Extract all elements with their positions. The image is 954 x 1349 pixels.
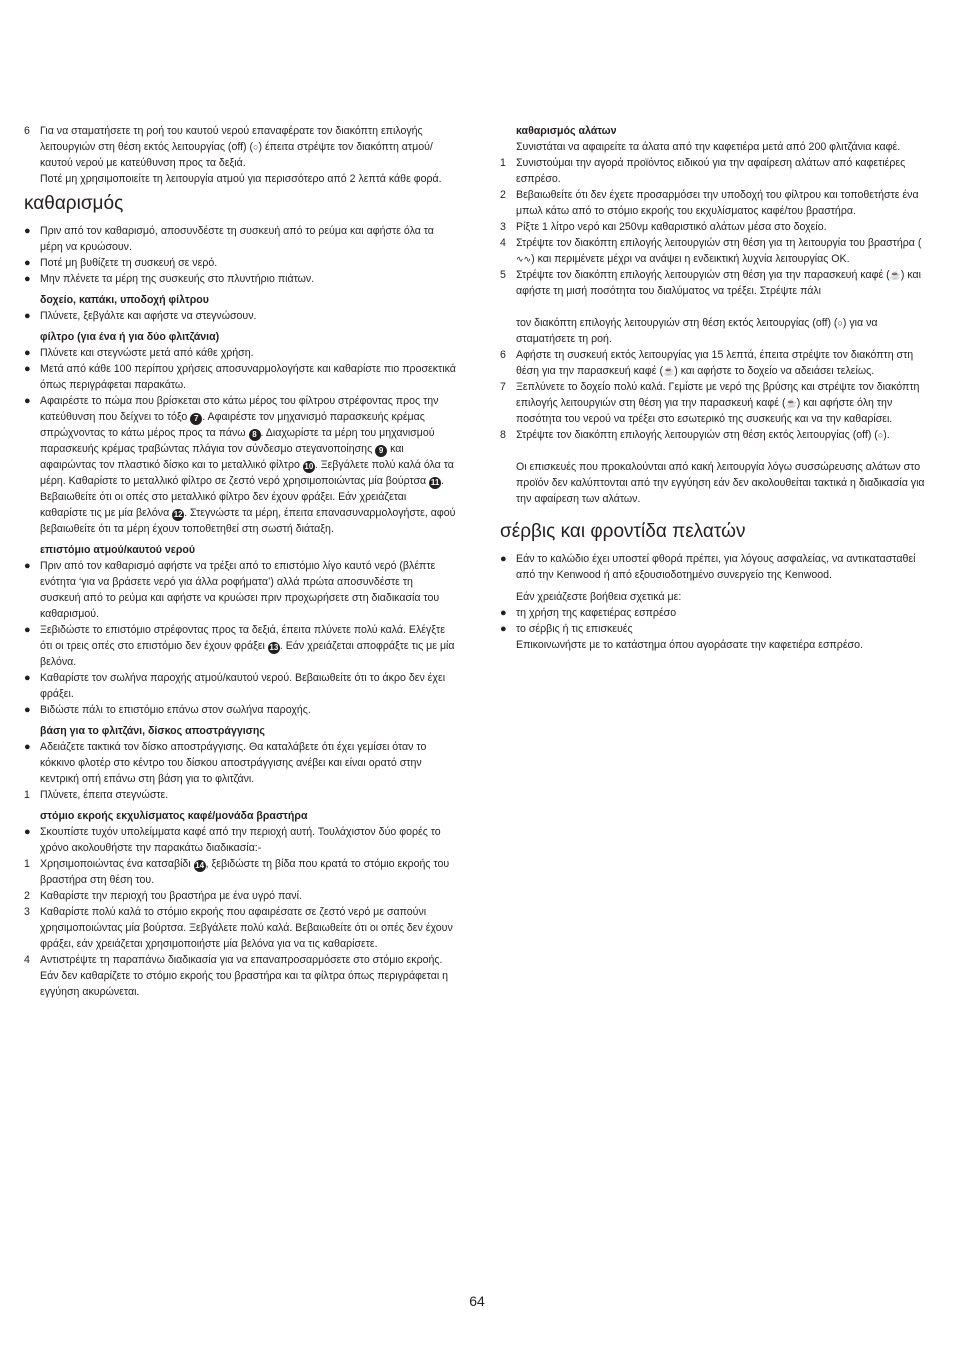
list-item: ● Πλύνετε, ξεβγάλτε και αφήστε να στεγνώσουν. — [24, 310, 257, 322]
list-item: ● Βιδώστε πάλι το επιστόμιο επάνω στον σωλήνα παροχής. — [24, 704, 311, 716]
list-item: ● Πριν από τον καθαρισμό, αποσυνδέστε τη συσκευή από το ρεύμα και αφήστε όλα τα μέρη να κρυώσουν. — [24, 225, 434, 253]
bullet-icon: ● — [24, 560, 31, 572]
bullet-icon: ● — [24, 741, 31, 753]
step-2: 2 Καθαρίστε την περιοχή του βραστήρα με ένα υγρό πανί. — [24, 890, 302, 902]
list-item: ● Ποτέ μη βυθίζετε τη συσκευή σε νερό. — [24, 257, 218, 269]
off-symbol-icon: ○ — [837, 318, 843, 328]
bullet-icon: ● — [24, 395, 31, 407]
bullet-icon: ● — [24, 624, 31, 636]
coffee-mode-icon: ☕ — [785, 398, 797, 408]
kettle-mode-icon: ∿∿ — [516, 254, 532, 264]
bullet-icon: ● — [24, 672, 31, 684]
descale-intro: Συνιστάται να αφαιρείτε τα άλατα από την καφετιέρα μετά από 200 φλιτζάνια καφέ. — [516, 141, 901, 153]
off-symbol-icon: ○ — [877, 430, 884, 440]
list-item: ● τη χρήση της καφετιέρας εσπρέσο — [500, 607, 677, 619]
section-heading-filter: φίλτρο (για ένα ή για δύο φλιτζάνια) — [40, 331, 220, 343]
figure-ref-9: 9 — [375, 445, 387, 457]
figure-ref-13: 13 — [269, 643, 279, 652]
section-heading-tank: δοχείο, καπάκι, υποδοχή φίλτρου — [40, 294, 209, 306]
step-1: 1 Χρησιμοποιώντας ένα κατσαβίδι 14 , ξεβιδώστε τη βίδα που κρατά το στόμιο εκροής του βραστήρα στη θέση του. — [24, 858, 450, 886]
figure-ref-10: 10 — [304, 462, 314, 471]
bullet-icon: ● — [500, 623, 507, 635]
step-6: 6 Για να σταματήσετε τη ροή του καυτού νερού επαναφέρατε τον διακόπτη επιλογής λειτουργιών στη θέση εκτός λειτουργίας (off) (○) έπειτα στρέψτε τον διακόπτη ατμού/καυτού νερού με κατεύθυνση προς τα δεξιά. Ποτέ μη χρησιμοποιείτε τη λειτουργία ατμού για περισσότερο από 2 λεπτά κάθε φορά. — [24, 125, 442, 185]
service-contact: Επικοινωνήστε με το κατάστημα όπου αγοράσατε την καφετιέρα εσπρέσο. — [516, 639, 863, 651]
step-1: 1 Πλύνετε, έπειτα στεγνώστε. — [24, 789, 169, 801]
bullet-icon: ● — [24, 225, 31, 237]
list-item: ● Μετά από κάθε 100 περίπου χρήσεις αποσυναρμολογήστε και καθαρίστε πιο προσεκτικά όπως περιγράφεται παρακάτω. — [24, 363, 456, 391]
coffee-mode-icon: ☕ — [663, 366, 675, 376]
step-5-continued: τον διακόπτη επιλογής λειτουργιών στη θέση εκτός λειτουργίας (off) (○) για να σταματήσετε τη ροή. — [516, 317, 878, 345]
bullet-icon: ● — [24, 257, 31, 269]
figure-ref-11: 11 — [430, 478, 440, 487]
spacer — [500, 443, 930, 459]
left-column — [24, 123, 456, 1000]
step-8: 8 Στρέψτε τον διακόπτη επιλογής λειτουργιών στη θέση εκτός λειτουργίας (off) (○). — [500, 429, 890, 441]
figure-ref-14: 14 — [195, 861, 205, 870]
cleaning-title: καθαρισμός — [24, 193, 124, 214]
bullet-icon: ● — [24, 310, 31, 322]
bullet-icon: ● — [24, 363, 31, 375]
step-6: 6 Αφήστε τη συσκευή εκτός λειτουργίας για 15 λεπτά, έπειτα στρέψτε τον διακόπτη στη θέση για την παρασκευή καφέ (☕) και αφήστε το δοχείο να αδειάσει τελείως. — [500, 349, 914, 377]
bullet-icon: ● — [24, 704, 31, 716]
list-item: ● Πριν από τον καθαρισμό αφήστε να τρέξει από το επιστόμιο λίγο καυτό νερό (βλέπτε ενότητα ‘για να βράσετε νερό για άλλα ροφήματα’) αλλά πρώτα αποσυνδέστε τη συσκευή από το ρεύμα και αφήστε να κρυώσει πριν προχωρήσετε στη διαδικασία του καθαρισμού. — [24, 560, 440, 620]
warranty-note: Εάν δεν καθαρίζετε το στόμιο εκροής του βραστήρα και τα φίλτρα όπως περιγράφεται η εγγύηση ακυρώνεται. — [40, 970, 449, 998]
section-heading-descale: καθαρισμός αλάτων — [516, 125, 617, 137]
list-item: ● Αδειάζετε τακτικά τον δίσκο αποστράγγισης. Θα καταλάβετε ότι έχει γεμίσει όταν το κόκκινο φλοτέρ στο κέντρο του δίσκου αποστράγγισης ανέβει και είναι ορατό στην κεντρική οπή επάνω στη βάση για το φλιτζάνι. — [24, 741, 427, 785]
service-title: σέρβις και φροντίδα πελατών — [500, 521, 746, 542]
step-5: 5 Στρέψτε τον διακόπτη επιλογής λειτουργιών στη θέση για την παρασκευή καφέ (☕) και αφήστε τη μισή ποσότητα του διαλύματος να τρέξει. Στρέψτε πάλι — [500, 269, 921, 297]
list-item: ● Σκουπίστε τυχόν υπολείμματα καφέ από την περιοχή αυτή. Τουλάχιστον δύο φορές το χρόνο ακολουθήστε την παρακάτω διαδικασία:- — [24, 826, 441, 854]
list-item: ● Μην πλένετε τα μέρη της συσκευής στο πλυντήριο πιάτων. — [24, 273, 315, 285]
descale-note: Οι επισκευές που προκαλούνται από κακή λειτουργία λόγω συσσώρευσης αλάτων στο προϊόν δεν καλύπτονται από την εγγύηση εάν δεν ακολουθείται τακτικά η διαδικασία για την αφαίρεση των αλάτων. — [516, 461, 925, 505]
off-symbol-icon: ○ — [253, 142, 259, 152]
step-1: 1 Συνιστούμαι την αγορά προϊόντος ειδικού για την αφαίρεση αλάτων από καφετιέρες εσπρέσο. — [500, 157, 906, 185]
bullet-icon: ● — [500, 607, 507, 619]
list-item: ● το σέρβις ή τις επισκευές — [500, 623, 633, 635]
spacer — [500, 299, 930, 315]
step-2: 2 Βεβαιωθείτε ότι δεν έχετε προσαρμόσει την υποδοχή του φίλτρου και τοποθετήστε ένα μπωλ κάτω από το στόμιο εκροής του εκχυλίσματος καφέ/του βραστήρα. — [500, 189, 919, 217]
section-heading-nozzle: επιστόμιο ατμού/καυτού νερού — [40, 544, 196, 556]
step-7: 7 Ξεπλύνετε το δοχείο πολύ καλά. Γεμίστε με νερό της βρύσης και στρέψτε τον διακόπτη επιλογής λειτουργιών στη θέση για την παρασκευή καφέ (☕) και αφήστε όλη την ποσότητα του νερού να τρέξει στο εσωτερικό της συσκευής και να την καθαρίσει. — [500, 381, 920, 425]
coffee-mode-icon: ☕ — [889, 270, 901, 280]
bullet-icon: ● — [24, 826, 31, 838]
page-number: 64 — [469, 1293, 485, 1309]
list-item: ● Καθαρίστε τον σωλήνα παροχής ατμού/καυτού νερού. Βεβαιωθείτε ότι το άκρο δεν έχει φράξει. — [24, 672, 446, 700]
list-item: ● Εάν το καλώδιο έχει υποστεί φθορά πρέπει, για λόγους ασφαλείας, να αντικατασταθεί από την Kenwood ή από εξουσιοδοτημένο συνεργείο της Kenwood. — [500, 553, 916, 581]
right-column — [500, 123, 930, 653]
list-item: ● Πλύνετε και στεγνώστε μετά από κάθε χρήση. — [24, 347, 254, 359]
section-heading-outlet: στόμιο εκροής εκχυλίσματος καφέ/μονάδα βραστήρα — [40, 810, 308, 822]
figure-ref-12: 12 — [173, 510, 183, 519]
step-3: 3 Ρίξτε 1 λίτρο νερό και 250νμ καθαριστικό αλάτων μέσα στο δοχείο. — [500, 221, 827, 233]
list-item: ● Αφαιρέστε το πώμα που βρίσκεται στο κάτω μέρος του φίλτρου στρέφοντας προς την κατεύθυνση που δείχνει το τόξο 7 . Αφαιρέστε τον μηχανισμό παρασκευής κρέμας σπρώχνοντας το κάτω μέρος προς τα πάνω 8 . Διαχωρίστε τα μέρη του μηχανισμού παρασκευής κρέμας τραβώντας πλάγια τον σύνδεσμο στεγανοποίησης 9 και αφαιρώντας τον πλαστικό δίσκο και το μεταλλικό φίλτρο 10 . Ξεβγάλετε πολύ καλά όλα τα μέρη. Καθαρίστε το μεταλλικό φίλτρο σε ζεστό νερό χρησιμοποιώντας μία βούρτσα 11 . Βεβαιωθείτε ότι οι οπές στο μεταλλικό φίλτρο δεν έχουν φράξει. Εάν χρειάζεται καθαρίστε τις με μία βελόνα 12 . Στεγνώστε τα μέρη, έπειτα επανασυναρμολογήστε, αφού βεβαιωθείτε ότι τα μέρη έχουν τοποθετηθεί στη σωστή διάταξη. — [24, 395, 456, 535]
service-help: Εάν χρειάζεστε βοήθεια σχετικά με: — [516, 591, 682, 603]
section-heading-tray: βάση για το φλιτζάνι, δίσκος αποστράγγισης — [40, 725, 265, 737]
step-4: 4 Στρέψτε τον διακόπτη επιλογής λειτουργιών στη θέση για τη λειτουργία του βραστήρα (∿∿) και περιμένετε μέχρι να ανάψει η ενδεικτική λυχνία λειτουργίας OK. — [500, 237, 922, 265]
list-item: ● Ξεβιδώστε το επιστόμιο στρέφοντας προς τα δεξιά, έπειτα πλύνετε πολύ καλά. Ελέγξτε ότι οι τρεις οπές στο επιστόμιο δεν έχουν φράξει 13 . Εάν χρειάζεται αποφράξτε τις με μία βελόνα. — [24, 624, 455, 668]
figure-ref-7: 7 — [190, 413, 202, 425]
step-number: 6 — [24, 125, 30, 137]
step-4: 4 Αντιστρέψτε τη παραπάνω διαδικασία για να επαναπροσαρμόσετε στο στόμιο εκροής. — [24, 954, 443, 966]
figure-ref-8: 8 — [249, 429, 261, 441]
bullet-icon: ● — [500, 553, 507, 565]
bullet-icon: ● — [24, 273, 31, 285]
bullet-icon: ● — [24, 347, 31, 359]
step-3: 3 Καθαρίστε πολύ καλά το στόμιο εκροής που αφαιρέσατε σε ζεστό νερό με σαπούνι χρησιμοποιώντας μία βούρτσα. Ξεβγάλετε πολύ καλά. Βεβαιωθείτε ότι οι οπές δεν έχουν φράξει, εάν χρειάζεται χρησιμοποιήστε μία βελόνα για να τις καθαρίσετε. — [24, 906, 453, 950]
